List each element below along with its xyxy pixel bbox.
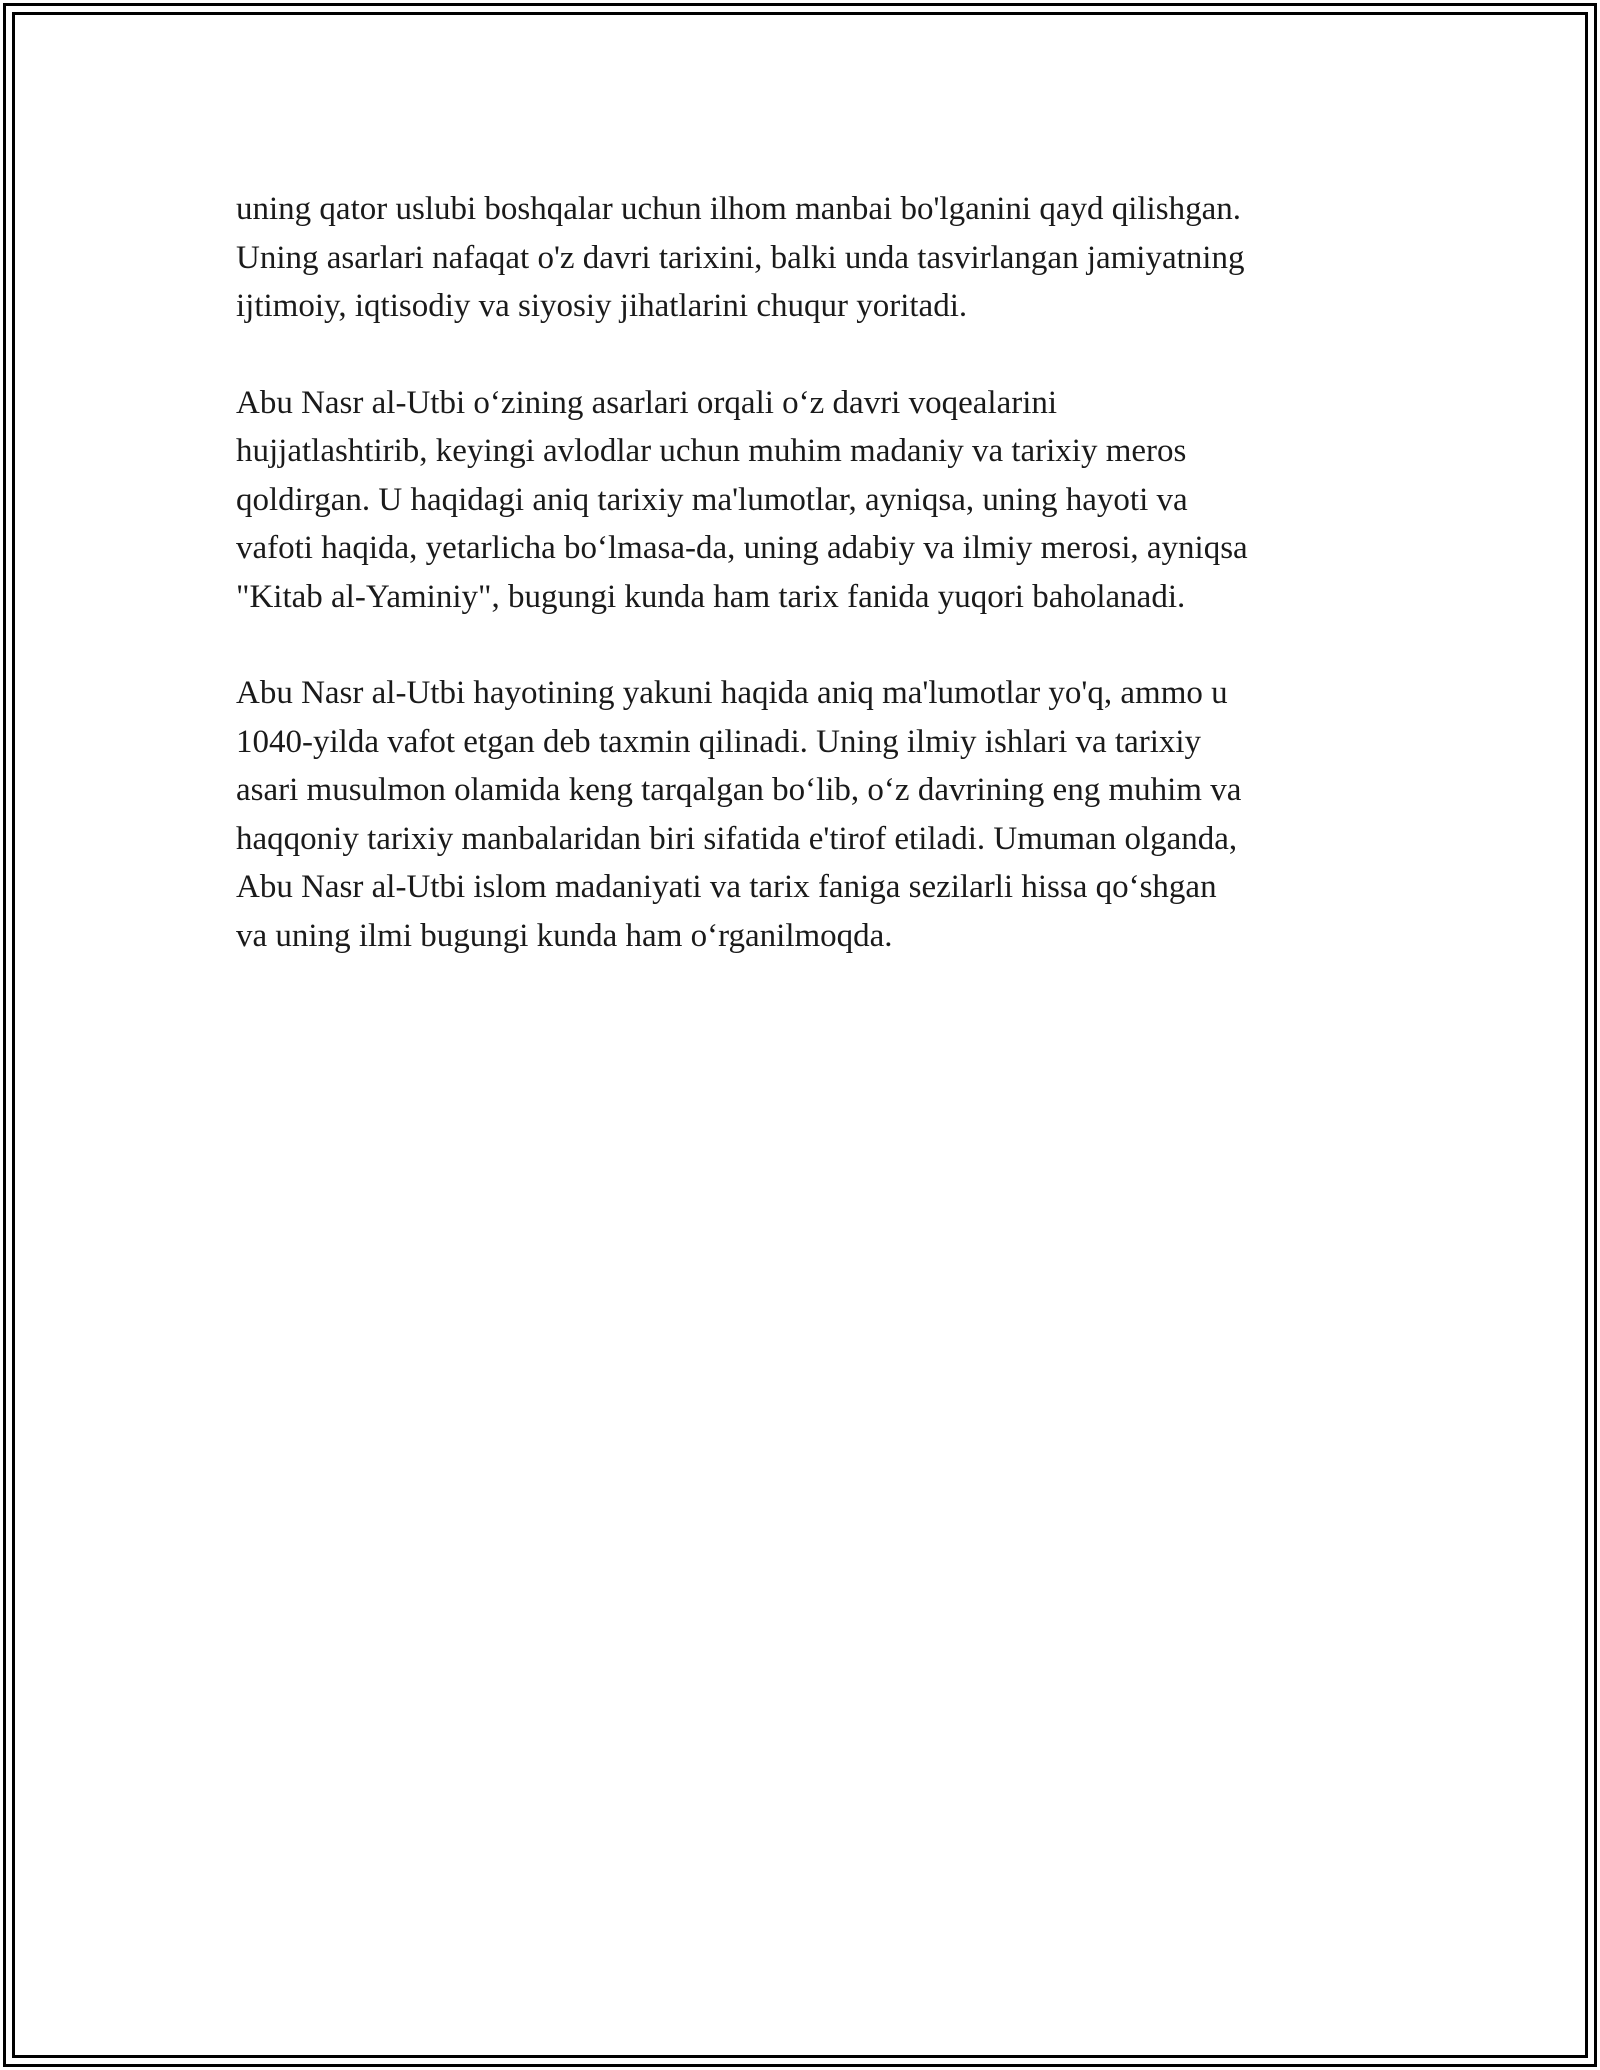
- text-line: "Kitab al-Yaminiy", bugungi kunda ham tarix fanida yuqori baholanadi.: [236, 578, 1186, 615]
- text-line: 1040-yilda vafot etgan deb taxmin qilinadi. Uning ilmiy ishlari va tarixiy: [236, 723, 1202, 760]
- text-line: haqqoniy tarixiy manbalaridan biri sifatida e'tirof etiladi. Umuman olganda,: [236, 820, 1238, 857]
- paragraph-1: [236, 185, 1416, 331]
- text-line: Abu Nasr al-Utbi hayotining yakuni haqida aniq ma'lumotlar yo'q, ammo u: [236, 675, 1228, 711]
- text-line: Uning asarlari nafaqat o'z davri tarixini, balki unda tasvirlangan jamiyatning: [236, 239, 1245, 276]
- text-line: asari musulmon olamida keng tarqalgan bo‘lib, o‘z davrining eng muhim va: [236, 772, 1242, 808]
- text-line: va uning ilmi bugungi kunda ham o‘rganilmoqda.: [236, 917, 893, 954]
- text-line: ijtimoiy, iqtisodiy va siyosiy jihatlarini chuqur yoritadi.: [236, 288, 968, 324]
- document-body: [236, 185, 1416, 1008]
- text-line: Abu Nasr al-Utbi o‘zining asarlari orqali o‘z davri voqealarini: [236, 384, 1058, 421]
- text-line: Abu Nasr al-Utbi islom madaniyati va tarix faniga sezilarli hissa qo‘shgan: [236, 869, 1217, 905]
- paragraph-3: [236, 669, 1416, 960]
- text-line: vafoti haqida, yetarlicha bo‘lmasa-da, uning adabiy va ilmiy merosi, ayniqsa: [236, 530, 1248, 566]
- paragraph-2: [236, 379, 1416, 622]
- text-line: qoldirgan. U haqidagi aniq tarixiy ma'lumotlar, ayniqsa, uning hayoti va: [236, 481, 1188, 518]
- text-line: uning qator uslubi boshqalar uchun ilhom manbai bo'lganini qayd qilishgan.: [236, 191, 1241, 227]
- text-line: hujjatlashtirib, keyingi avlodlar uchun muhim madaniy va tarixiy meros: [236, 433, 1187, 469]
